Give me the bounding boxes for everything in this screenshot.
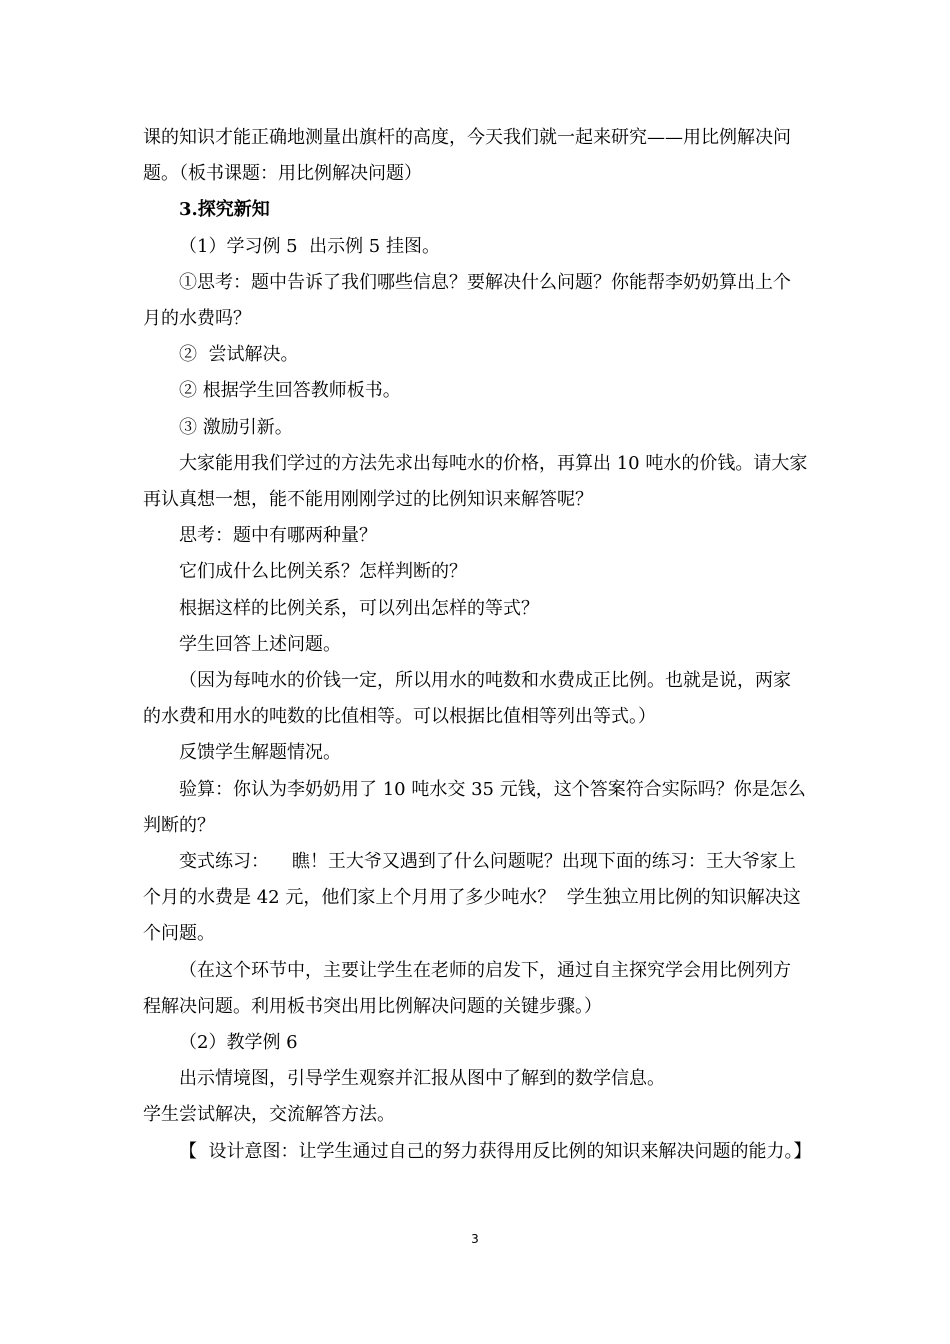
paragraph-example-5: （1）学习例 5 出示例 5 挂图。 xyxy=(179,235,440,257)
paragraph-student-solve: 学生尝试解决，交流解答方法。 xyxy=(143,1104,395,1126)
paragraph-explanation: （因为每吨水的价钱一定，所以用水的吨数和水费成正比例。也就是说，两家的水费和用水的吨数的比值相等。可以根据比值相等列出等式。） xyxy=(143,670,791,728)
paragraph-question-1: 思考：题中有哪两种量？ xyxy=(179,525,377,547)
paragraph-think: ①思考：题中告诉了我们哪些信息？要解决什么问题？你能帮李奶奶算出上个月的水费吗？ xyxy=(143,271,791,330)
section-heading-explore: 3.探究新知 xyxy=(179,199,270,221)
paragraph-check: 验算：你认为李奶奶用了 10 吨水交 35 元钱，这个答案符合实际吗？你是怎么判断的？ xyxy=(143,778,806,836)
paragraph-board: ② 根据学生回答教师板书。 xyxy=(179,380,401,402)
paragraph-question-3: 根据这样的比例关系，可以列出怎样的等式？ xyxy=(179,597,539,619)
paragraph-show-image: 出示情境图，引导学生观察并汇报从图中了解到的数学信息。 xyxy=(179,1068,665,1090)
document-body xyxy=(143,120,812,1170)
paragraph-design-intent: 【 设计意图：让学生通过自己的努力获得用反比例的知识来解决问题的能力。】 xyxy=(179,1140,812,1162)
paragraph-try: ② 尝试解决。 xyxy=(179,344,299,366)
paragraph-intro-continuation: 课的知识才能正确地测量出旗杆的高度，今天我们就一起来研究——用比例解决问题。（板书课题：用比例解决问题） xyxy=(143,127,791,185)
paragraph-example-6: （2）教学例 6 xyxy=(179,1032,298,1054)
paragraph-encourage: ③ 激励引新。 xyxy=(179,416,293,438)
paragraph-note: （在这个环节中，主要让学生在老师的启发下，通过自主探究学会用比例列方程解决问题。利用板书突出用比例解决问题的关键步骤。） xyxy=(143,959,791,1017)
paragraph-variant-exercise: 变式练习： 瞧！王大爷又遇到了什么问题呢？出现下面的练习：王大爷家上个月的水费是 42 元，他们家上个月用了多少吨水？ 学生独立用比例的知识解决这个问题。 xyxy=(143,851,801,945)
paragraph-question-2: 它们成什么比例关系？怎样判断的？ xyxy=(179,561,467,583)
paragraph-method: 大家能用我们学过的方法先求出每吨水的价格，再算出 10 吨水的价钱。请大家再认真想一想，能不能用刚刚学过的比例知识来解答呢？ xyxy=(143,452,808,511)
paragraph-feedback: 反馈学生解题情况。 xyxy=(179,742,341,764)
page-number: 3 xyxy=(471,1232,479,1246)
paragraph-answer: 学生回答上述问题。 xyxy=(179,633,341,655)
